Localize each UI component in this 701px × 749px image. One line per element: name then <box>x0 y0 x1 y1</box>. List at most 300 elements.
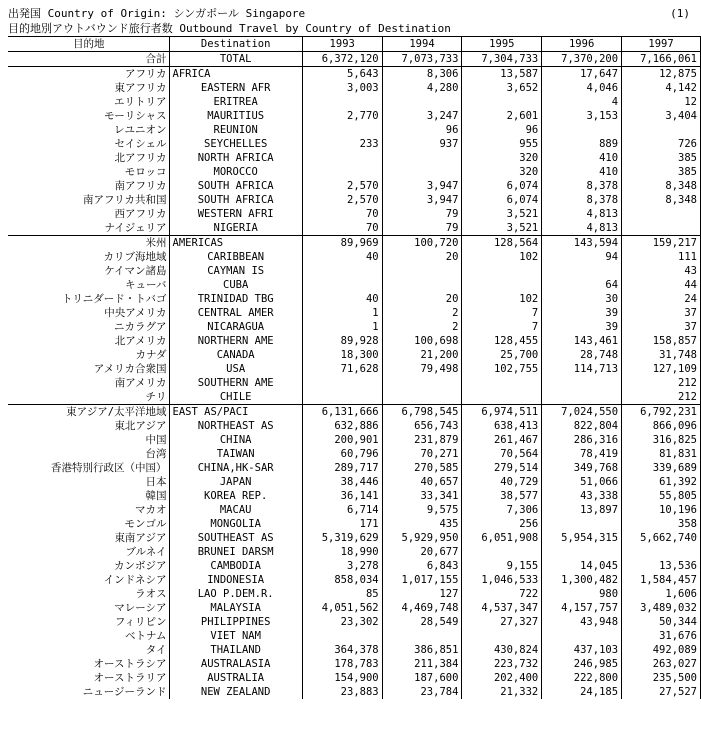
value-1994: 187,600 <box>382 671 462 685</box>
value-1993: 364,378 <box>302 643 382 657</box>
value-1997: 8,348 <box>622 193 701 207</box>
value-1995: 2,601 <box>462 109 542 123</box>
value-1994 <box>382 390 462 405</box>
value-1996: 5,954,315 <box>542 531 622 545</box>
destination-ja: 韓国 <box>145 490 167 502</box>
value-1994: 5,929,950 <box>382 531 462 545</box>
value-1996: 7,024,550 <box>542 405 622 420</box>
table-row <box>8 221 701 236</box>
value-1995: 102 <box>462 250 542 264</box>
destination-en: TRINIDAD TBG <box>169 292 302 306</box>
value-1993: 40 <box>302 292 382 306</box>
value-1997: 31,748 <box>622 348 701 362</box>
value-1996: 43,948 <box>542 615 622 629</box>
destination-en: INDONESIA <box>169 573 302 587</box>
value-1994 <box>382 95 462 109</box>
destination-en: CHINA,HK-SAR <box>169 461 302 475</box>
value-1996: 51,066 <box>542 475 622 489</box>
value-1995: 6,074 <box>462 193 542 207</box>
table-row <box>8 348 701 362</box>
destination-ja: 日本 <box>145 476 167 488</box>
value-1994: 79,498 <box>382 362 462 376</box>
value-1995 <box>462 278 542 292</box>
value-1996: 8,378 <box>542 179 622 193</box>
table-row <box>8 292 701 306</box>
value-1995: 261,467 <box>462 433 542 447</box>
value-1993 <box>302 376 382 390</box>
value-1994: 4,469,748 <box>382 601 462 615</box>
table-row <box>8 447 701 461</box>
value-1993: 4,051,562 <box>302 601 382 615</box>
value-1996: 13,897 <box>542 503 622 517</box>
value-1996: 78,419 <box>542 447 622 461</box>
table-row <box>8 123 701 137</box>
value-1997: 111 <box>622 250 701 264</box>
table-row <box>8 461 701 475</box>
table-row <box>8 151 701 165</box>
value-1996: 143,461 <box>542 334 622 348</box>
value-1994: 3,947 <box>382 193 462 207</box>
destination-en: AMERICAS <box>169 236 302 251</box>
value-1997: 43 <box>622 264 701 278</box>
value-1995: 7 <box>462 320 542 334</box>
value-1996: 24,185 <box>542 685 622 699</box>
value-1993: 178,783 <box>302 657 382 671</box>
table-row <box>8 419 701 433</box>
value-1997: 10,196 <box>622 503 701 517</box>
destination-en: TOTAL <box>169 52 302 67</box>
value-1995: 6,051,908 <box>462 531 542 545</box>
value-1997: 3,404 <box>622 109 701 123</box>
value-1994: 6,798,545 <box>382 405 462 420</box>
value-1997: 5,662,740 <box>622 531 701 545</box>
value-1996: 1,300,482 <box>542 573 622 587</box>
value-1995 <box>462 264 542 278</box>
value-1995: 96 <box>462 123 542 137</box>
value-1994: 96 <box>382 123 462 137</box>
value-1993: 2,570 <box>302 179 382 193</box>
value-1995: 223,732 <box>462 657 542 671</box>
table-row <box>8 278 701 292</box>
destination-ja: フィリピン <box>114 616 167 628</box>
destination-en: CAMBODIA <box>169 559 302 573</box>
table-row <box>8 531 701 545</box>
value-1997: 4,142 <box>622 81 701 95</box>
value-1994: 28,549 <box>382 615 462 629</box>
destination-en: MALAYSIA <box>169 601 302 615</box>
value-1996 <box>542 376 622 390</box>
destination-ja: オーストラリア <box>93 672 167 684</box>
destination-ja: モーリシャス <box>104 110 167 122</box>
destination-en: SOUTH AFRICA <box>169 179 302 193</box>
value-1994: 40,657 <box>382 475 462 489</box>
col-header-1993: 1993 <box>302 37 382 52</box>
value-1994: 100,698 <box>382 334 462 348</box>
value-1994: 20,677 <box>382 545 462 559</box>
value-1996: 39 <box>542 320 622 334</box>
table-row <box>8 334 701 348</box>
value-1995: 13,587 <box>462 67 542 82</box>
destination-ja: アフリカ <box>8 67 169 82</box>
destination-en: WESTERN AFRI <box>169 207 302 221</box>
table-row <box>8 179 701 193</box>
destination-en: ERITREA <box>169 95 302 109</box>
value-1996: 17,647 <box>542 67 622 82</box>
destination-ja: モンゴル <box>124 518 167 530</box>
value-1995: 7 <box>462 306 542 320</box>
page-number: (1) <box>670 7 690 20</box>
value-1997: 263,027 <box>622 657 701 671</box>
col-header-dest-ja: 目的地 <box>8 37 169 52</box>
value-1994: 7,073,733 <box>382 52 462 67</box>
table-row <box>8 685 701 699</box>
destination-ja: 南アフリカ共和国 <box>83 194 167 206</box>
destination-ja: 東アジア/太平洋地域 <box>8 405 169 420</box>
value-1996: 43,338 <box>542 489 622 503</box>
value-1995: 128,455 <box>462 334 542 348</box>
destination-ja: レユニオン <box>114 124 167 136</box>
value-1994: 20 <box>382 292 462 306</box>
table-row <box>8 236 701 251</box>
table-row <box>8 95 701 109</box>
value-1994: 70,271 <box>382 447 462 461</box>
destination-en: MACAU <box>169 503 302 517</box>
value-1996: 222,800 <box>542 671 622 685</box>
value-1993: 71,628 <box>302 362 382 376</box>
value-1995: 70,564 <box>462 447 542 461</box>
header-row <box>8 37 701 52</box>
destination-ja: カナダ <box>135 349 167 361</box>
destination-ja: 東南アジア <box>114 532 167 544</box>
value-1993: 40 <box>302 250 382 264</box>
table-row <box>8 489 701 503</box>
destination-ja: ラオス <box>135 588 167 600</box>
table-row <box>8 629 701 643</box>
destination-ja: 米州 <box>8 236 169 251</box>
value-1997: 3,489,032 <box>622 601 701 615</box>
value-1995: 6,974,511 <box>462 405 542 420</box>
destination-en: KOREA REP. <box>169 489 302 503</box>
destination-ja: カンボジア <box>114 560 167 572</box>
value-1997: 37 <box>622 320 701 334</box>
value-1996 <box>542 517 622 531</box>
destination-en: CUBA <box>169 278 302 292</box>
destination-en: NORTH AFRICA <box>169 151 302 165</box>
value-1995: 9,155 <box>462 559 542 573</box>
value-1993: 70 <box>302 207 382 221</box>
table-row <box>8 671 701 685</box>
value-1993: 154,900 <box>302 671 382 685</box>
value-1996: 64 <box>542 278 622 292</box>
destination-ja: 台湾 <box>145 448 167 460</box>
destination-en: JAPAN <box>169 475 302 489</box>
value-1993 <box>302 278 382 292</box>
value-1997 <box>622 207 701 221</box>
value-1995: 40,729 <box>462 475 542 489</box>
col-header-dest-en: Destination <box>169 37 302 52</box>
value-1993: 2,770 <box>302 109 382 123</box>
value-1993 <box>302 629 382 643</box>
value-1995: 25,700 <box>462 348 542 362</box>
value-1993 <box>302 123 382 137</box>
value-1997: 12,875 <box>622 67 701 82</box>
value-1993: 38,446 <box>302 475 382 489</box>
value-1997: 235,500 <box>622 671 701 685</box>
col-header-1994: 1994 <box>382 37 462 52</box>
value-1993 <box>302 151 382 165</box>
origin-title: 出発国 Country of Origin: シンガポール Singapore <box>8 7 306 20</box>
destination-en: AFRICA <box>169 67 302 82</box>
value-1997: 866,096 <box>622 419 701 433</box>
value-1994: 231,879 <box>382 433 462 447</box>
value-1994: 79 <box>382 221 462 236</box>
value-1994: 937 <box>382 137 462 151</box>
value-1994 <box>382 376 462 390</box>
value-1994 <box>382 165 462 179</box>
value-1993: 858,034 <box>302 573 382 587</box>
value-1994: 79 <box>382 207 462 221</box>
value-1994: 1,017,155 <box>382 573 462 587</box>
value-1995: 102,755 <box>462 362 542 376</box>
destination-en: MONGOLIA <box>169 517 302 531</box>
destination-ja: キューバ <box>125 279 167 291</box>
value-1993: 171 <box>302 517 382 531</box>
value-1994: 4,280 <box>382 81 462 95</box>
value-1997: 8,348 <box>622 179 701 193</box>
value-1994: 2 <box>382 320 462 334</box>
table-row <box>8 193 701 207</box>
value-1997: 44 <box>622 278 701 292</box>
value-1997: 13,536 <box>622 559 701 573</box>
value-1995: 7,304,733 <box>462 52 542 67</box>
value-1993: 36,141 <box>302 489 382 503</box>
destination-en: CHINA <box>169 433 302 447</box>
value-1996: 8,378 <box>542 193 622 207</box>
destination-ja: ニュージーランド <box>82 686 167 698</box>
value-1996: 94 <box>542 250 622 264</box>
value-1997: 316,825 <box>622 433 701 447</box>
value-1994: 211,384 <box>382 657 462 671</box>
value-1997: 37 <box>622 306 701 320</box>
table-row <box>8 306 701 320</box>
destination-ja: エリトリア <box>114 96 167 108</box>
value-1995: 279,514 <box>462 461 542 475</box>
value-1994 <box>382 278 462 292</box>
table-row <box>8 207 701 221</box>
value-1997: 31,676 <box>622 629 701 643</box>
table-row <box>8 264 701 278</box>
value-1996: 4,813 <box>542 207 622 221</box>
value-1997: 27,527 <box>622 685 701 699</box>
value-1993: 60,796 <box>302 447 382 461</box>
value-1994: 656,743 <box>382 419 462 433</box>
destination-ja: 東アフリカ <box>114 82 167 94</box>
value-1995: 7,306 <box>462 503 542 517</box>
value-1997: 55,805 <box>622 489 701 503</box>
value-1996: 28,748 <box>542 348 622 362</box>
table-row <box>8 545 701 559</box>
value-1995: 4,537,347 <box>462 601 542 615</box>
destination-en: AUSTRALASIA <box>169 657 302 671</box>
destination-en: CANADA <box>169 348 302 362</box>
value-1995: 3,521 <box>462 207 542 221</box>
value-1994 <box>382 151 462 165</box>
destination-en: NIGERIA <box>169 221 302 236</box>
destination-en: EASTERN AFR <box>169 81 302 95</box>
value-1995: 6,074 <box>462 179 542 193</box>
destination-en: THAILAND <box>169 643 302 657</box>
value-1997: 492,089 <box>622 643 701 657</box>
table-row <box>8 109 701 123</box>
value-1993: 6,131,666 <box>302 405 382 420</box>
value-1993: 5,643 <box>302 67 382 82</box>
value-1996: 114,713 <box>542 362 622 376</box>
value-1994: 100,720 <box>382 236 462 251</box>
value-1994: 20 <box>382 250 462 264</box>
value-1995: 722 <box>462 587 542 601</box>
col-header-1996: 1996 <box>542 37 622 52</box>
destination-en: CENTRAL AMER <box>169 306 302 320</box>
destination-ja: 東北アジア <box>114 420 167 432</box>
value-1996: 30 <box>542 292 622 306</box>
destination-ja: 中央アメリカ <box>104 307 167 319</box>
destination-en: BRUNEI DARSM <box>169 545 302 559</box>
value-1996: 4 <box>542 95 622 109</box>
value-1994: 270,585 <box>382 461 462 475</box>
value-1996: 889 <box>542 137 622 151</box>
value-1994: 23,784 <box>382 685 462 699</box>
destination-en: AUSTRALIA <box>169 671 302 685</box>
value-1995 <box>462 376 542 390</box>
destination-ja: モロッコ <box>124 166 167 178</box>
value-1996: 4,046 <box>542 81 622 95</box>
value-1994: 3,247 <box>382 109 462 123</box>
value-1993: 289,717 <box>302 461 382 475</box>
value-1994: 3,947 <box>382 179 462 193</box>
value-1994: 2 <box>382 306 462 320</box>
value-1995: 430,824 <box>462 643 542 657</box>
value-1994: 21,200 <box>382 348 462 362</box>
destination-en: VIET NAM <box>169 629 302 643</box>
destination-ja: ナイジェリア <box>104 222 167 234</box>
table-row <box>8 517 701 531</box>
value-1993: 3,278 <box>302 559 382 573</box>
value-1995: 320 <box>462 165 542 179</box>
destination-en: CAYMAN IS <box>169 264 302 278</box>
destination-en: REUNION <box>169 123 302 137</box>
value-1997: 385 <box>622 165 701 179</box>
destination-ja: オーストラシア <box>93 658 167 670</box>
table-row <box>8 573 701 587</box>
table-row <box>8 165 701 179</box>
value-1996: 7,370,200 <box>542 52 622 67</box>
value-1997: 212 <box>622 390 701 405</box>
destination-en: CHILE <box>169 390 302 405</box>
value-1995: 3,521 <box>462 221 542 236</box>
table-row <box>8 390 701 405</box>
value-1993: 2,570 <box>302 193 382 207</box>
value-1996 <box>542 123 622 137</box>
table-row <box>8 433 701 447</box>
value-1997: 81,831 <box>622 447 701 461</box>
value-1995: 955 <box>462 137 542 151</box>
value-1996 <box>542 264 622 278</box>
value-1996: 349,768 <box>542 461 622 475</box>
destination-ja: 合計 <box>145 53 167 65</box>
value-1993: 70 <box>302 221 382 236</box>
value-1995: 3,652 <box>462 81 542 95</box>
value-1995 <box>462 629 542 643</box>
value-1993 <box>302 165 382 179</box>
destination-en: SOUTHERN AME <box>169 376 302 390</box>
destination-ja: 中国 <box>145 434 167 446</box>
value-1993: 18,990 <box>302 545 382 559</box>
destination-ja: 南アフリカ <box>114 180 167 192</box>
value-1993: 233 <box>302 137 382 151</box>
destination-ja: トリニダード・トバゴ <box>61 293 167 305</box>
table-row <box>8 405 701 420</box>
value-1995: 320 <box>462 151 542 165</box>
value-1996 <box>542 390 622 405</box>
value-1995: 27,327 <box>462 615 542 629</box>
value-1996: 14,045 <box>542 559 622 573</box>
value-1993: 85 <box>302 587 382 601</box>
value-1996: 4,157,757 <box>542 601 622 615</box>
destination-en: SEYCHELLES <box>169 137 302 151</box>
table-row <box>8 81 701 95</box>
travel-table <box>8 36 701 699</box>
value-1997 <box>622 221 701 236</box>
destination-ja: 香港特別行政区（中国） <box>51 462 167 474</box>
value-1997: 50,344 <box>622 615 701 629</box>
destination-ja: セイシェル <box>114 138 167 150</box>
value-1995 <box>462 545 542 559</box>
value-1993: 18,300 <box>302 348 382 362</box>
value-1997: 385 <box>622 151 701 165</box>
table-row <box>8 137 701 151</box>
destination-en: MOROCCO <box>169 165 302 179</box>
value-1993: 200,901 <box>302 433 382 447</box>
value-1994: 9,575 <box>382 503 462 517</box>
destination-ja: 北アメリカ <box>114 335 167 347</box>
value-1994: 386,851 <box>382 643 462 657</box>
value-1997: 726 <box>622 137 701 151</box>
value-1997: 358 <box>622 517 701 531</box>
table-row <box>8 601 701 615</box>
value-1995: 638,413 <box>462 419 542 433</box>
value-1993: 89,969 <box>302 236 382 251</box>
table-row <box>8 559 701 573</box>
value-1993: 6,714 <box>302 503 382 517</box>
value-1997: 158,857 <box>622 334 701 348</box>
destination-ja: ニカラグア <box>114 321 167 333</box>
value-1996: 286,316 <box>542 433 622 447</box>
destination-ja: 西アフリカ <box>114 208 167 220</box>
value-1997 <box>622 123 701 137</box>
value-1994: 127 <box>382 587 462 601</box>
value-1993 <box>302 95 382 109</box>
value-1996 <box>542 629 622 643</box>
value-1993 <box>302 264 382 278</box>
table-row <box>8 250 701 264</box>
value-1995 <box>462 95 542 109</box>
destination-ja: タイ <box>145 644 167 656</box>
destination-en: NICARAGUA <box>169 320 302 334</box>
table-row <box>8 52 701 67</box>
table-row <box>8 362 701 376</box>
destination-ja: チリ <box>145 391 167 403</box>
report-subtitle: 目的地別アウトバウンド旅行者数 Outbound Travel by Country of Destination <box>8 22 451 35</box>
